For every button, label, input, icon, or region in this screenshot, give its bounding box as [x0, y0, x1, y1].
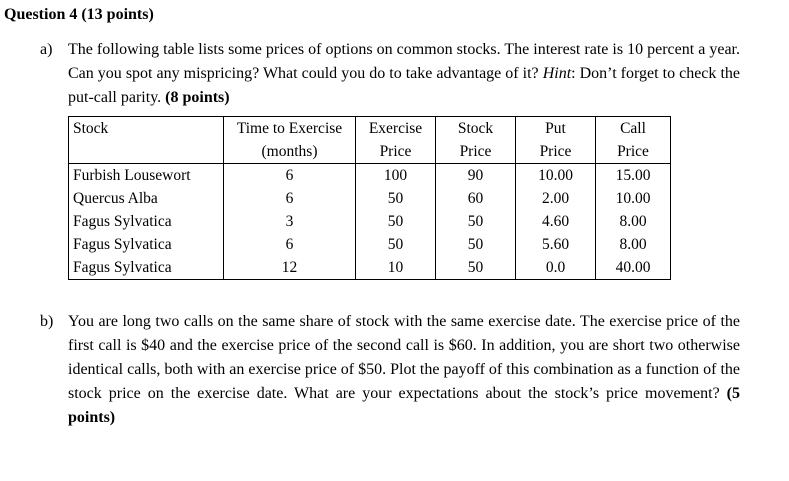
options-price-table	[68, 116, 671, 280]
header-cell: (months)	[224, 140, 356, 164]
table-cell: 2.00	[516, 187, 596, 210]
stock-name-cell: Fagus Sylvatica	[69, 233, 224, 256]
table-cell: 50	[356, 210, 436, 233]
table-row	[69, 256, 671, 280]
table-cell: 6	[224, 233, 356, 256]
table-cell: 100	[356, 164, 436, 188]
hint-label: Hint	[542, 65, 572, 82]
header-cell: Price	[516, 140, 596, 164]
part-a-paragraph	[68, 38, 740, 110]
table-header-row	[69, 117, 671, 141]
table-row	[69, 187, 671, 210]
table-cell: 50	[356, 187, 436, 210]
table-cell: 6	[224, 164, 356, 188]
table-cell: 10.00	[596, 187, 671, 210]
table-cell: 50	[436, 256, 516, 280]
part-b	[40, 310, 740, 430]
part-a	[40, 38, 740, 110]
table-cell: 50	[436, 233, 516, 256]
header-cell	[69, 140, 224, 164]
stock-name-cell: Fagus Sylvatica	[69, 256, 224, 280]
hint-text: : Don’t forget to check the put-call parity.	[68, 65, 740, 106]
table-row	[69, 164, 671, 188]
table-cell: 40.00	[596, 256, 671, 280]
table-cell: 5.60	[516, 233, 596, 256]
table-cell: 10.00	[516, 164, 596, 188]
table-cell: 90	[436, 164, 516, 188]
header-cell: Time to Exercise	[224, 117, 356, 141]
header-cell: Call	[596, 117, 671, 141]
table-cell: 15.00	[596, 164, 671, 188]
table-cell: 0.0	[516, 256, 596, 280]
part-b-points: (5 points)	[68, 385, 740, 426]
header-cell: Put	[516, 117, 596, 141]
part-a-text: The following table lists some prices of options on common stocks. The interest rate is 10 percent a year. Can you spot any mispricing? What could you do to take advantage of it?	[68, 41, 740, 82]
table-cell: 60	[436, 187, 516, 210]
table-row	[69, 210, 671, 233]
header-cell: Exercise	[356, 117, 436, 141]
stock-name-cell: Furbish Lousewort	[69, 164, 224, 188]
part-a-letter: a)	[40, 41, 53, 58]
stock-name-cell: Quercus Alba	[69, 187, 224, 210]
header-cell: Price	[436, 140, 516, 164]
table-cell: 6	[224, 187, 356, 210]
table-cell: 10	[356, 256, 436, 280]
question-title: Question 4 (13 points)	[4, 6, 154, 23]
header-cell: Price	[356, 140, 436, 164]
table-header-row	[69, 140, 671, 164]
table-cell: 8.00	[596, 210, 671, 233]
table-cell: 50	[436, 210, 516, 233]
part-a-points: (8 points)	[165, 89, 230, 106]
part-b-text: You are long two calls on the same share of stock with the same exercise date. The exercise price of the first call is $40 and the exercise price of the second call is $60. In addition, you are short two otherwise identical calls, both with an exercise price of $50. Plot the payoff of this combination as a function of the stock price on the exercise date. What are your expectations about the stock’s price movement?	[68, 313, 740, 402]
part-b-paragraph	[68, 310, 740, 430]
table-cell: 4.60	[516, 210, 596, 233]
header-cell: Stock	[69, 117, 224, 141]
table-row	[69, 233, 671, 256]
table-cell: 3	[224, 210, 356, 233]
table-cell: 50	[356, 233, 436, 256]
table-cell: 12	[224, 256, 356, 280]
header-cell: Price	[596, 140, 671, 164]
stock-name-cell: Fagus Sylvatica	[69, 210, 224, 233]
part-b-letter: b)	[40, 313, 54, 330]
header-cell: Stock	[436, 117, 516, 141]
table-cell: 8.00	[596, 233, 671, 256]
